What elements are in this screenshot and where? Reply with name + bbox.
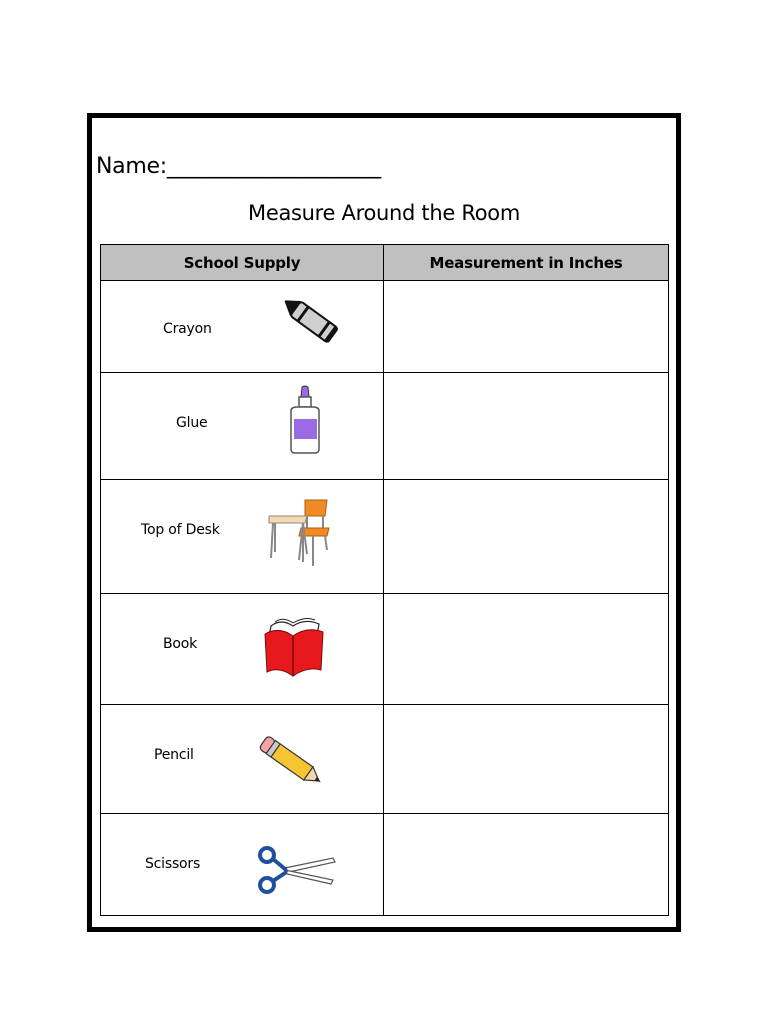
table-row: [101, 480, 669, 594]
supply-label: Book: [163, 636, 198, 652]
supply-label: Scissors: [145, 856, 201, 872]
measurement-cell[interactable]: [384, 594, 669, 705]
table-row: [101, 705, 669, 814]
measurement-cell[interactable]: [384, 281, 669, 373]
book-icon: [263, 614, 325, 680]
crayon-icon: [277, 293, 345, 349]
supply-cell-desk: [101, 480, 384, 594]
table-row: [101, 594, 669, 705]
supply-cell-scissors: [101, 814, 384, 916]
table-row: [101, 814, 669, 916]
measurement-cell[interactable]: [384, 814, 669, 916]
page-title: Measure Around the Room: [248, 201, 520, 225]
table-row: [101, 281, 669, 373]
school-desk-icon: [267, 496, 333, 570]
measurement-cell[interactable]: [384, 480, 669, 594]
supply-label: Crayon: [163, 321, 212, 337]
table-header-row: [101, 245, 669, 281]
supply-cell-glue: [101, 373, 384, 480]
pencil-icon: [255, 733, 329, 791]
supply-cell-crayon: [101, 281, 384, 373]
supply-label: Top of Desk: [141, 522, 220, 538]
column-header-measurement: Measurement in Inches: [384, 245, 669, 281]
measurement-cell[interactable]: [384, 705, 669, 814]
supply-cell-pencil: [101, 705, 384, 814]
name-field: Name:____________________: [96, 154, 381, 179]
supply-label: Pencil: [154, 747, 194, 763]
column-header-school-supply: School Supply: [101, 245, 384, 281]
table-row: [101, 373, 669, 480]
scissors-icon: [257, 844, 337, 896]
measurement-table: [100, 244, 669, 916]
supply-cell-book: [101, 594, 384, 705]
supply-label: Glue: [176, 415, 208, 431]
glue-bottle-icon: [285, 385, 325, 457]
measurement-cell[interactable]: [384, 373, 669, 480]
